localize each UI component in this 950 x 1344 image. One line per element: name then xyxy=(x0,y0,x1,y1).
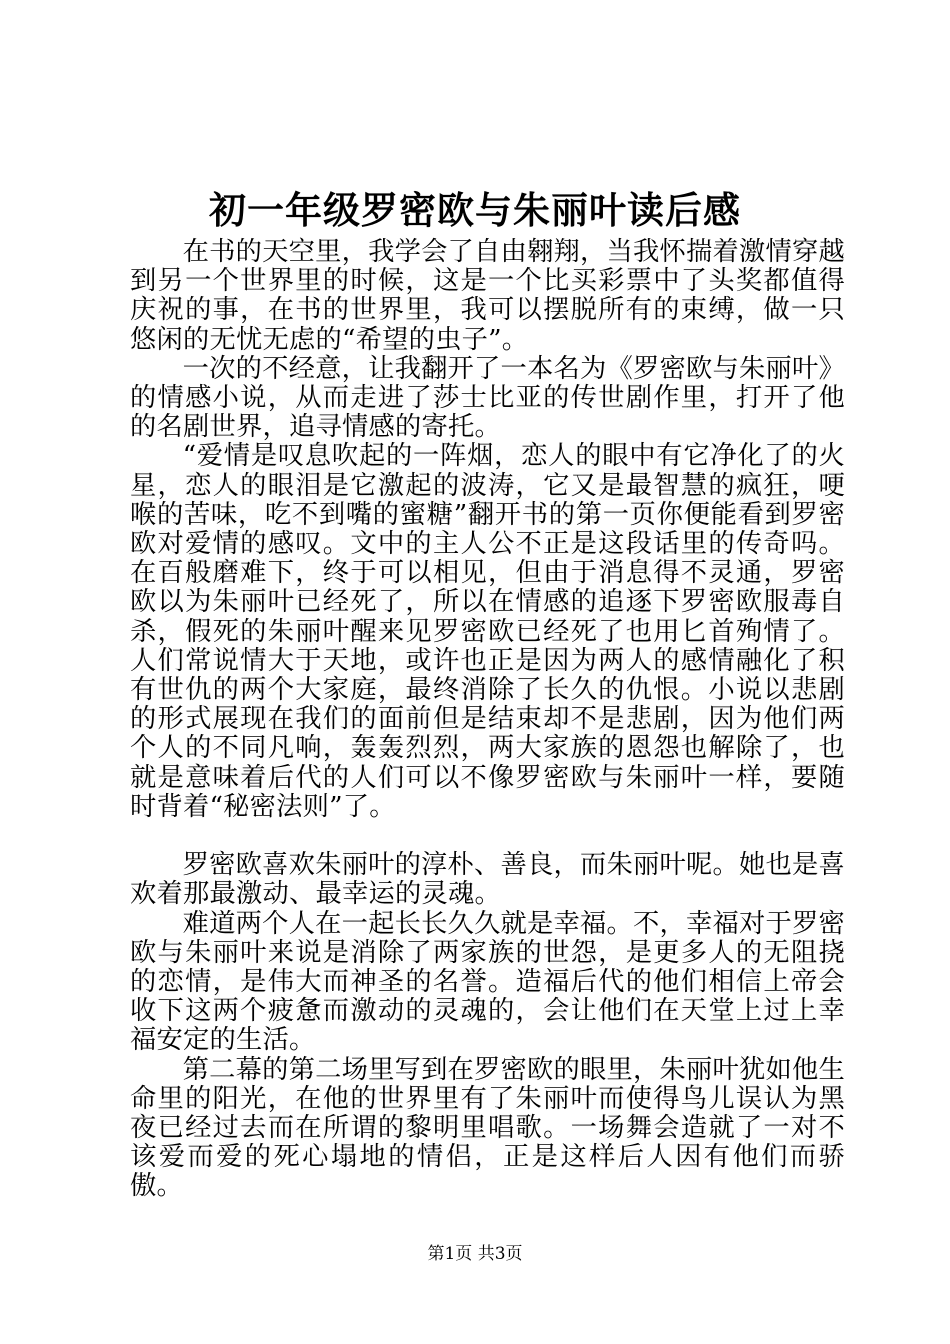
paragraph-1: 在书的天空里，我学会了自由翱翔，当我怀揣着激情穿越到另一个世界里的时候，这是一个比买彩票中了头奖都值得庆祝的事，在书的世界里，我可以摆脱所有的束缚，做一只悠闲的无忧无虑的“希望的虫子”。 xyxy=(130,237,846,355)
paragraph-5: 难道两个人在一起长长久久就是幸福。不，幸福对于罗密欧与朱丽叶来说是消除了两家族的世怨，是更多人的无阻挠的恋情，是伟大而神圣的名誉。造福后代的他们相信上帝会收下这两个疲惫而激动的灵魂的，会让他们在天堂上过上幸福安定的生活。 xyxy=(130,908,846,1056)
document-body xyxy=(130,238,845,1202)
page-footer: 第1页 共3页 xyxy=(427,1244,523,1264)
paragraph-4: 罗密欧喜欢朱丽叶的淳朴、善良，而朱丽叶呢。她也是喜欢着那最激动、最幸运的灵魂。 xyxy=(130,850,846,910)
paragraph-gap xyxy=(130,822,845,851)
document-title: 初一年级罗密欧与朱丽叶读后感 xyxy=(209,188,741,232)
paragraph-6: 第二幕的第二场里写到在罗密欧的眼里，朱丽叶犹如他生命里的阳光，在他的世界里有了朱丽叶而使得鸟儿误认为黑夜已经过去而在所谓的黎明里唱歌。一场舞会造就了一对不该爱而爱的死心塌地的情侣，正是这样后人因有他们而骄傲。 xyxy=(130,1054,846,1202)
paragraph-2: 一次的不经意，让我翻开了一本名为《罗密欧与朱丽叶》的情感小说，从而走进了莎士比亚的传世剧作里，打开了他的名剧世界，追寻情感的寄托。 xyxy=(130,353,846,443)
paragraph-3: “爱情是叹息吹起的一阵烟，恋人的眼中有它净化了的火星，恋人的眼泪是它激起的波涛，它又是最智慧的疯狂，哽喉的苦味，吃不到嘴的蜜糖”翻开书的第一页你便能看到罗密欧对爱情的感叹。文中的主人公不正是这段话里的传奇吗。在百般磨难下，终于可以相见，但由于消息得不灵通，罗密欧以为朱丽叶已经死了，所以在情感的追逐下罗密欧服毒自杀，假死的朱丽叶醒来见罗密欧已经死了也用匕首殉情了。人们常说情大于天地，或许也正是因为两人的感情融化了积有世仇的两个大家庭，最终消除了长久的仇恨。小说以悲剧的形式展现在我们的面前但是结束却不是悲剧，因为他们两个人的不同凡响，轰轰烈烈，两大家族的恩怨也解除了，也就是意味着后代的人们可以不像罗密欧与朱丽叶一样，要随时背着“秘密法则”了。 xyxy=(130,441,845,822)
